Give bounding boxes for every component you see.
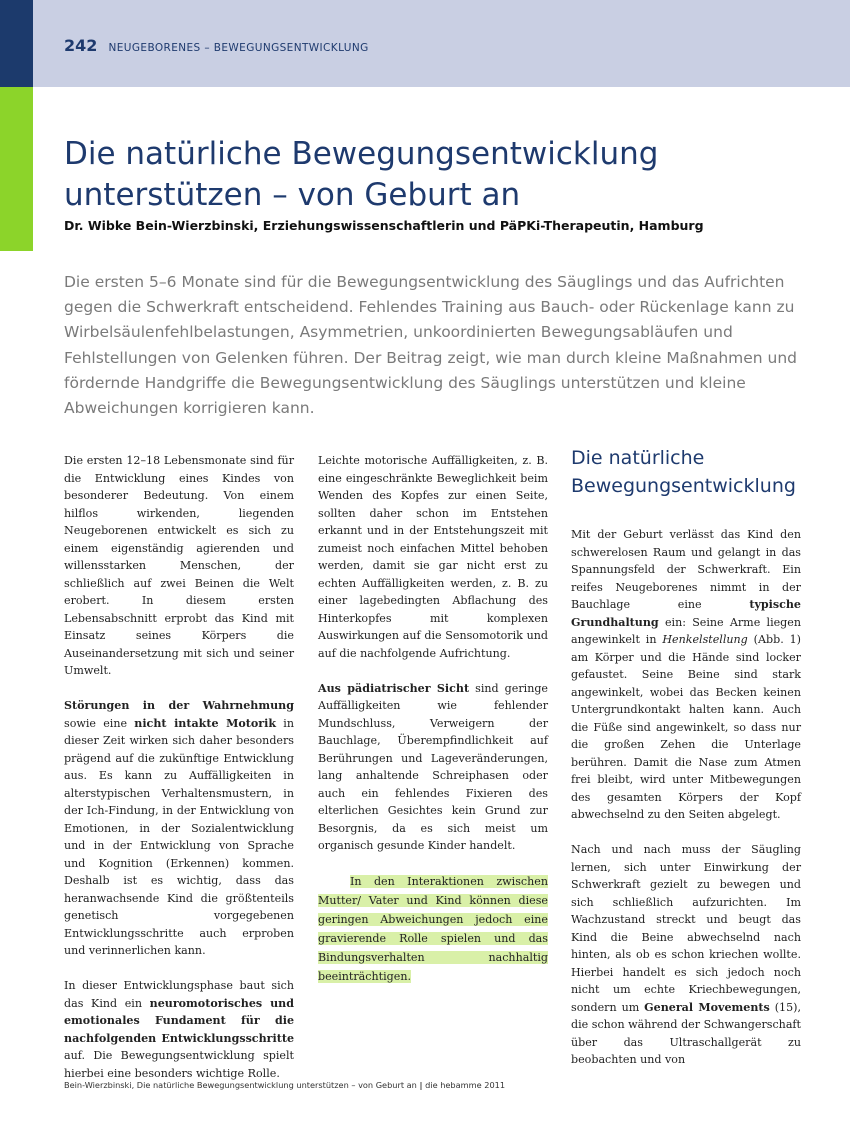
bold-term: nicht intakte Motorik bbox=[134, 716, 277, 730]
footer-citation: Bein-Wierzbinski, Die natürliche Bewegungsentwicklung unterstützen – von Geburt an bbox=[64, 1080, 417, 1090]
col2-paragraph-2: Aus pädiatrischer Sicht sind geringe Auffälligkeiten wie fehlender Mundschluss, Verweigern der Bauchlage, Überempfindlichkeit auf Berührungen und Lageveränderungen, lang anhaltende Schreiphasen oder auch ein fehlendes Fixieren des elterlichen Gesichtes kein Grund zur Besorgnis, da es sich meist um organisch gesunde Kinder handelt. bbox=[318, 681, 549, 852]
highlighted-pull-quote bbox=[318, 872, 548, 986]
page-footer bbox=[64, 1080, 505, 1090]
author-line: Dr. Wibke Bein-Wierzbinski, Erziehungswissenschaftlerin und PäPKi-Therapeutin, Hamburg bbox=[64, 218, 704, 233]
col3-paragraph-2: Nach und nach muss der Säugling lernen, sich unter Einwirkung der Schwerkraft gezielt zu bewegen und sich schließlich aufzurichten. Im Wachzustand streckt und beugt das Kind die Beine abwechselnd nach hinten, als ob es schon kriechen wollte. Hierbei handelt es sich jedoch noch nicht um echte Kriechbewegungen, sondern um General Movements (15), die schon während der Schwangerschaft über das Ultraschallgerät zu beobachten und von bbox=[571, 843, 801, 1066]
running-head bbox=[64, 36, 369, 55]
col1-paragraph-2: Störungen in der Wahrnehmung sowie eine nicht intakte Motorik in dieser Zeit wirken sich daher besonders prägend auf die zukünftige Entwicklung aus. Es kann zu Auffälligkeiten in alterstypischen Verhaltensmustern, in der Ich-Findung, in der Entwicklung von Emotionen, in der Sozialentwicklung und in der Entwicklung von Sprache und Kognition (Erkennen) kommen. Deshalb ist es wichtig, dass das heranwachsende Kind die größtenteils genetisch vorgegebenen Entwicklungsschritte auch erproben und verinnerlichen kann. bbox=[64, 699, 294, 957]
footer-separator: | bbox=[419, 1080, 423, 1090]
column-2 bbox=[318, 452, 548, 986]
bold-term: General Movements bbox=[644, 1000, 770, 1014]
bold-term: typische Grundhaltung bbox=[571, 598, 801, 629]
footer-journal: die hebamme 2011 bbox=[425, 1080, 506, 1090]
col1-paragraph-3: In dieser Entwicklungsphase baut sich das Kind ein neuromotorisches und emotionales Fundament für die nachfolgenden Entwicklungsschritte auf. Die Bewegungsentwicklung spielt hierbei eine besonders wichtige Rolle. bbox=[64, 979, 294, 1080]
section-label: NEUGEBORENES – BEWEGUNGSENTWICKLUNG bbox=[108, 42, 369, 54]
article-title bbox=[64, 134, 824, 216]
bold-term: Aus pädiatrischer Sicht bbox=[318, 681, 470, 695]
bold-term: neuromotorisches und emotionales Fundament für die nachfolgenden Entwicklungsschritte bbox=[64, 996, 294, 1045]
quote-highlight: In den Interaktionen zwischen Mutter/ Vater und Kind können diese geringen Abweichungen jedoch eine gravierende Rolle spielen und das Bindungsverhalten nachhaltig beeinträchtigen. bbox=[318, 875, 548, 983]
bold-term: Störungen in der Wahrnehmung bbox=[64, 699, 294, 712]
column-3 bbox=[571, 526, 801, 1086]
italic-term: Henkelstellung bbox=[662, 633, 748, 646]
section-heading: Die natürliche Bewegungsentwicklung bbox=[571, 447, 796, 497]
col2-paragraph-1: Leichte motorische Auffälligkeiten, z. B. eine eingeschränkte Beweglichkeit beim Wenden des Kopfes zur einen Seite, sollten daher schon im Entstehen erkannt und in der Entstehungszeit mit zumeist noch einfachen Mittel behoben werden, damit sie gar nicht erst zu echten Auffälligkeiten werden, z. B. zu einer lagebedingten Abflachung des Hinterkopfes mit komplexen Auswirkungen auf die Sensomotorik und auf die nachfolgende Aufrichtung. bbox=[318, 454, 548, 660]
lead-paragraph: Die ersten 5–6 Monate sind für die Bewegungsentwicklung des Säuglings und das Aufrichten gegen die Schwerkraft entscheidend. Fehlendes Training aus Bauch- oder Rückenlage kann zu Wirbelsäulenfehlbelastungen, Asymmetrien, unkoordinierten Bewegungsabläufen und Fehlstellungen von Gelenken führen. Der Beitrag zeigt, wie man durch kleine Maßnahmen und fördernde Handgriffe die Bewegungsentwicklung des Säuglings unterstützen und kleine Abweichungen korrigieren kann. bbox=[64, 273, 798, 418]
col1-paragraph-1: Die ersten 12–18 Lebensmonate sind für die Entwicklung eines Kindes von besonderer Bedeutung. Von einem hilflos wirkenden, liegenden Neugeborenen entwickelt es sich zu einem eigenständig agierenden und willensstarken Menschen, der schließlich auf zwei Beinen die Welt erobert. In diesem ersten Lebensabschnitt erprobt das Kind mit Einsatz seines Körpers die Auseinandersetzung mit sich und seiner Umwelt. bbox=[64, 454, 294, 677]
title-line-1: Die natürliche Bewegungsentwicklung bbox=[64, 136, 659, 172]
green-side-accent bbox=[0, 87, 33, 251]
col3-paragraph-1: Mit der Geburt verlässt das Kind den schwerelosen Raum und gelangt in das Spannungsfeld der Schwerkraft. Ein reifes Neugeborenes nimmt in der Bauchlage eine typische Grundhaltung ein: Seine Arme liegen angewinkelt in Henkelstellung (Abb. 1) am Körper und die Hände sind locker gefaustet. Seine Beine sind stark angewinkelt, wobei das Becken keinen Untergrundkontakt halten kann. Auch die Füße sind angewinkelt, so dass nur die großen Zehen die Unterlage berühren. Damit die Nase zum Atmen frei bleibt, wird unter Mitbewegungen des gesamten Körpers der Kopf abwechselnd zu den Seiten abgelegt. bbox=[571, 528, 802, 821]
column-1 bbox=[64, 452, 294, 1100]
title-line-2: unterstützen – von Geburt an bbox=[64, 177, 521, 213]
page-number: 242 bbox=[64, 36, 98, 55]
header-corner-block bbox=[0, 0, 33, 87]
